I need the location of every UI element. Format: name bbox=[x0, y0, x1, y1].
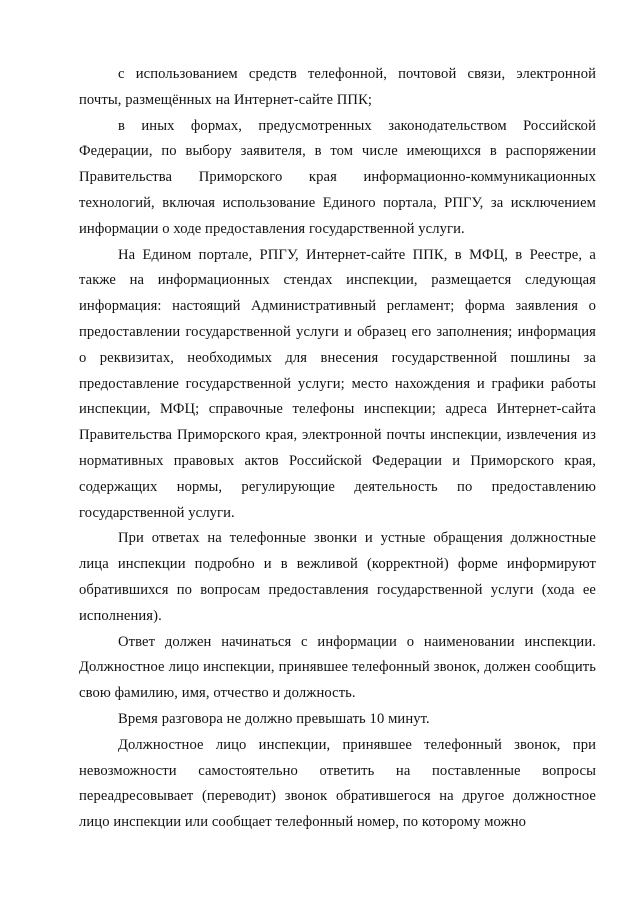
paragraph-call-redirect: Должностное лицо инспекции, принявшее телефонный звонок, при невозможности самостоятельно ответить на поставленные вопросы переадресовывает (переводит) звонок обратившегося на другое должностное лицо инспекции или сообщает телефонный номер, по которому можно bbox=[79, 736, 596, 831]
paragraph-published-info: На Едином портале, РПГУ, Интернет-сайте ППК, в МФЦ, в Реестре, а также на информационных стендах инспекции, размещается следующая информация: настоящий Административный регламент; форма заявления о предоставлении государственной услуги и образец его заполнения; информация о реквизитах, необходимых для внесения государственной пошлины за предоставление государственной услуги; место нахождения и графики работы инспекции, МФЦ; справочные телефоны инспекции; адреса Интернет-сайта Правительства Приморского края, электронной почты инспекции, извлечения из нормативных правовых актов Российской Федерации и Приморского края, содержащих нормы, регулирующие деятельность по предоставлению государственной услуги. bbox=[79, 246, 596, 521]
document-body bbox=[79, 62, 596, 836]
paragraph-phone-answers: При ответах на телефонные звонки и устные обращения должностные лица инспекции подробно и в вежливой (корректной) форме информируют обратившихся по вопросам предоставления государственной услуги (хода ее исполнения). bbox=[79, 530, 596, 624]
paragraph-call-duration: Время разговора не должно превышать 10 минут. bbox=[118, 710, 430, 727]
paragraph-answer-start: Ответ должен начинаться с информации о наименовании инспекции. Должностное лицо инспекции, принявшее телефонный звонок, должен сообщить свою фамилию, имя, отчество и должность. bbox=[79, 633, 596, 702]
paragraph-other-forms: в иных формах, предусмотренных законодательством Российской Федерации, по выбору заявителя, в том числе имеющихся в распоряжении Правительства Приморского края информационно-коммуникационных технологий, включая использование Единого портала, РПГУ, за исключением информации о ходе предоставления государственной услуги. bbox=[79, 117, 596, 237]
paragraph-contact-means: с использованием средств телефонной, почтовой связи, электронной почты, размещённых на Интернет-сайте ППК; bbox=[79, 66, 596, 108]
